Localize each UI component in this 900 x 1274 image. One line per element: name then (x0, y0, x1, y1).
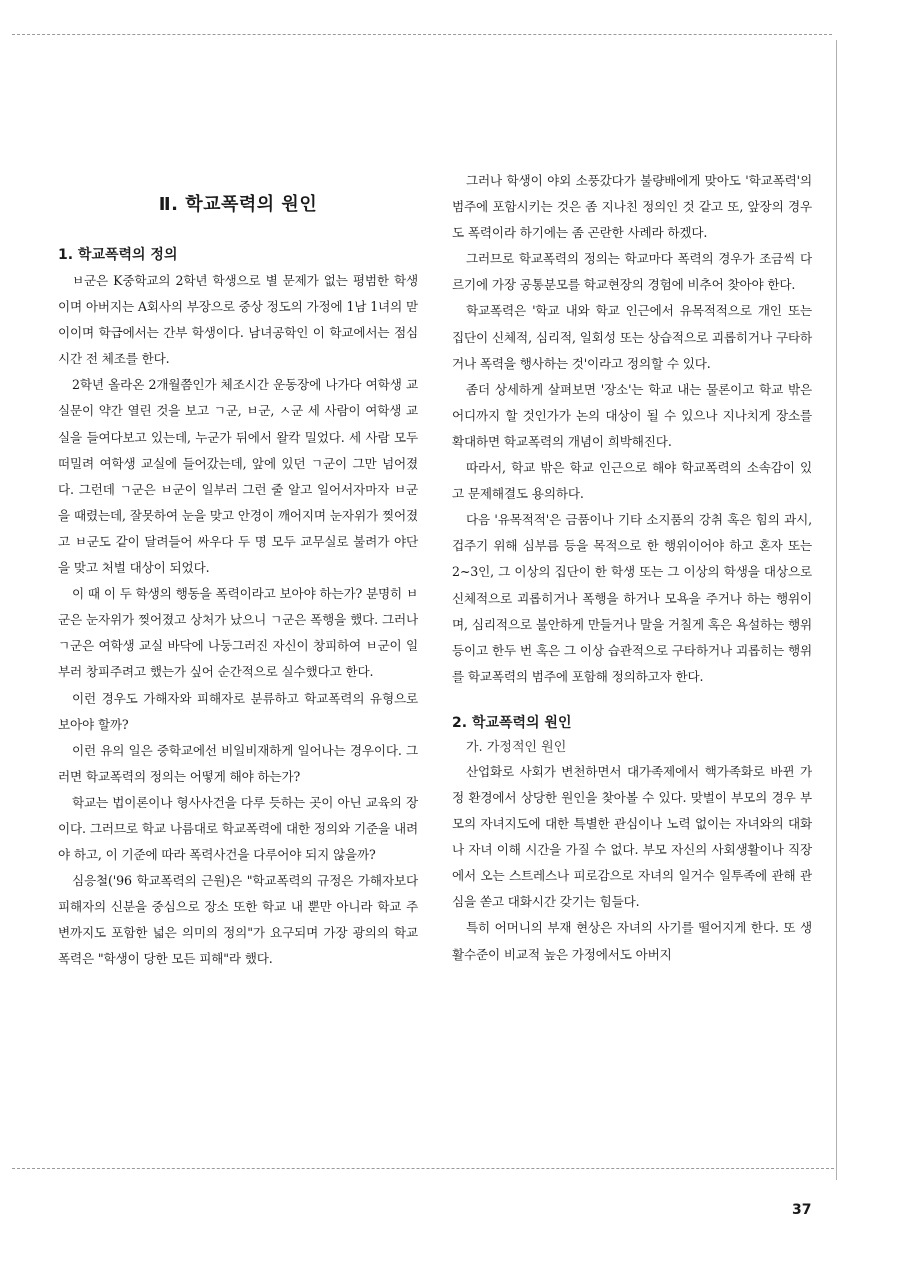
paragraph: 좀더 상세하게 살펴보면 '장소'는 학교 내는 물론이고 학교 밖은 어디까지 할 것인가가 논의 대상이 될 수 있으나 지나치게 장소를 확대하면 학교폭력의 개념이 희박해진다. (452, 381, 812, 449)
paragraph: 그러나 학생이 야외 소풍갔다가 불량배에게 맞아도 '학교폭력'의 범주에 포함시키는 것은 좀 지나친 정의인 것 같고 또, 앞장의 경우도 폭력이라 하기에는 좀 곤란한 사례라 하겠다. (452, 173, 812, 241)
paragraph: 다음 '유목적적'은 금품이나 기타 소지품의 강취 혹은 힘의 과시, 겁주기 위해 심부름 등을 목적으로 한 행위이어야 하고 혼자 또는 2~3인, 그 이상의 집단이 한 학생 또는 그 이상의 학생을 대상으로 신체적으로 괴롭히거나 폭행을 하거나 모욕을 주거나 하는 행위이며, 심리적으로 불안하게 만들거나 말을 거칠게 혹은 욕설하는 행위 등이고 한두 번 혹은 그 이상 습관적으로 구타하거나 괴롭히는 행위를 학교폭력의 범주에 포함해 정의하고자 한다. (452, 512, 812, 684)
paragraph: 2학년 올라온 2개월쯤인가 체조시간 운동장에 나가다 여학생 교실문이 약간 열린 것을 보고 ㄱ군, ㅂ군, ㅅ군 세 사람이 여학생 교실을 들여다보고 있는데, 누군가 뒤에서 왈칵 밀었다. 세 사람 모두 떠밀려 여학생 교실에 들어갔는데, 앞에 있던 ㄱ군이 그만 넘어졌다. 그런데 ㄱ군은 ㅂ군이 일부러 그런 줄 알고 일어서자마자 ㅂ군을 때렸는데, 잘못하여 눈을 맞고 안경이 깨어지며 눈자위가 찢어졌고 ㅂ군도 같이 달려들어 싸우다 두 명 모두 교무실로 불려가 야단을 맞고 처벌 대상이 되었다. (58, 377, 418, 576)
paragraph: 그러므로 학교폭력의 정의는 학교마다 폭력의 경우가 조금씩 다르기에 가장 공통분모를 학교현장의 경험에 비추어 찾아야 한다. (452, 251, 812, 293)
paragraph: 심응철('96 학교폭력의 근원)은 "학교폭력의 규정은 가해자보다 피해자의 신분을 중심으로 장소 또한 학교 내 뿐만 아니라 학교 주변까지도 포함한 넓은 의미의 정의"가 요구되며 가장 광의의 학교폭력은 "학생이 당한 모든 피해"라 했다. (58, 873, 418, 967)
right-column (452, 168, 812, 968)
paragraph: 학교폭력은 '학교 내와 학교 인근에서 유목적적으로 개인 또는 집단이 신체적, 심리적, 일회성 또는 상습적으로 괴롭히거나 구타하거나 폭력을 행사하는 것'이라고 정의할 수 있다. (452, 303, 812, 371)
subheading-family-causes: 가. 가정적인 원인 (466, 739, 567, 755)
right-margin-rule (836, 40, 837, 1180)
paragraph: 이런 유의 일은 중학교에선 비일비재하게 일어나는 경우이다. 그러면 학교폭력의 정의는 어떻게 해야 하는가? (58, 742, 418, 784)
subheading-causes: 2. 학교폭력의 원인 (452, 714, 572, 731)
paragraph: 학교는 법이론이나 형사사건을 다루 듯하는 곳이 아닌 교육의 장이다. 그러므로 학교 나름대로 학교폭력에 대한 정의와 기준을 내려야 하고, 이 기준에 따라 폭력사건을 다루어야 되지 않을까? (58, 794, 418, 863)
paragraph: 따라서, 학교 밖은 학교 인근으로 해야 학교폭력의 소속감이 있고 문제해결도 용의하다. (452, 460, 812, 502)
top-rule (12, 34, 832, 35)
paragraph: ㅂ군은 K중학교의 2학년 학생으로 별 문제가 없는 평범한 학생이며 아버지는 A회사의 부장으로 중상 정도의 가정에 1남 1녀의 맏이이며 학급에서는 간부 학생이다. 남녀공학인 이 학교에서는 점심 시간 전 체조를 한다. (58, 273, 418, 367)
subheading-definition: 1. 학교폭력의 정의 (58, 247, 178, 263)
page-number: 37 (792, 1202, 812, 1218)
section-title: Ⅱ. 학교폭력의 원인 (158, 194, 318, 215)
paragraph: 이 때 이 두 학생의 행동을 폭력이라고 보아야 하는가? 분명히 ㅂ군은 눈자위가 찢어졌고 상처가 났으니 ㄱ군은 폭행을 했다. 그러나 ㄱ군은 여학생 교실 바닥에 나둥그러진 자신이 창피하여 ㅂ군이 일부러 창피주려고 했는가 싶어 순간적으로 실수했다고 한다. (58, 586, 418, 680)
left-column (58, 168, 418, 973)
paragraph: 산업화로 사회가 변천하면서 대가족제에서 핵가족화로 바뀐 가정 환경에서 상당한 원인을 찾아볼 수 있다. 맞벌이 부모의 경우 부모의 자녀지도에 대한 특별한 관심이나 노력 없이는 자녀와의 대화나 자녀 이해 시간을 가질 수 없다. 부모 자신의 사회생활이나 직장에서 오는 스트레스나 피로감으로 자녀의 일거수 일투족에 관해 관심을 쏟고 대화시간 갖기는 힘들다. (452, 763, 812, 910)
paragraph: 이런 경우도 가해자와 피해자로 분류하고 학교폭력의 유형으로 보아야 할까? (58, 690, 418, 732)
bottom-rule (12, 1168, 834, 1169)
section-gap (452, 690, 812, 712)
paragraph: 특히 어머니의 부재 현상은 자녀의 사기를 떨어지게 한다. 또 생활수준이 비교적 높은 가정에서도 아버지 (452, 920, 812, 962)
